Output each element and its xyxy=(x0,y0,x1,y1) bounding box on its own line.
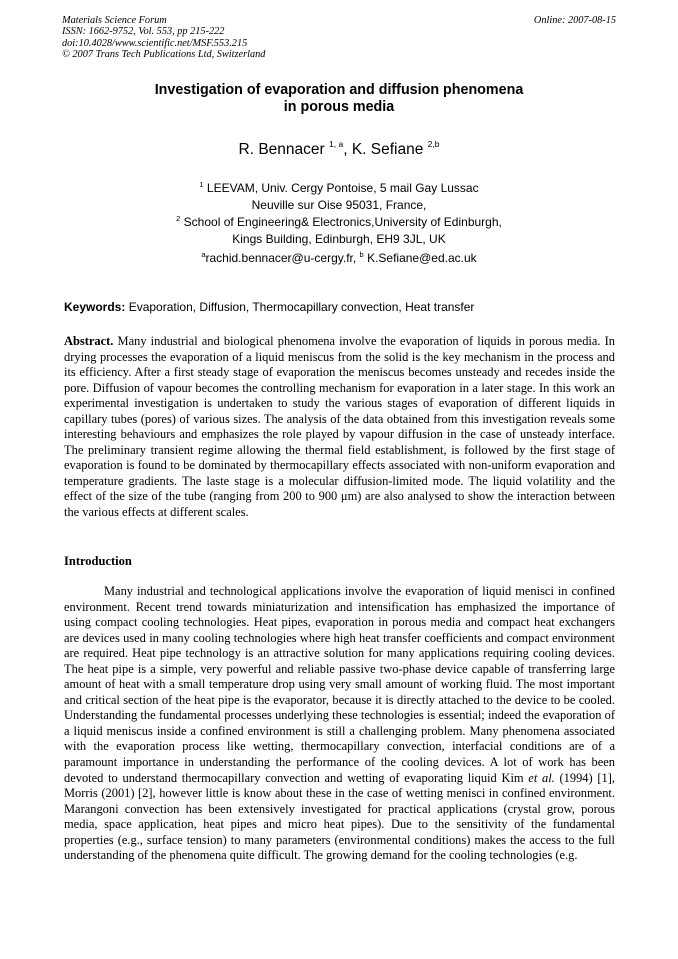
affiliation-2-line-2: Kings Building, Edinburgh, EH9 3JL, UK xyxy=(232,232,446,246)
journal-issn: ISSN: 1662-9752, Vol. 553, pp 215-222 xyxy=(62,26,225,38)
email-a: rachid.bennacer@u-cergy.fr, xyxy=(205,251,357,265)
abstract-text: Many industrial and biological phenomena involve the evaporation of liquids in porous media. In drying processes the evaporation of a liquid meniscus from the solid is the key mechanism in the process and its efficiency. After a first steady stage of evaporation the meniscus becomes unsteady and recedes inside the pore. Diffusion of vapour becomes the controlling mechanism for evaporation in a later stage. In this work an experimental investigation is undertaken to study the various stages of evaporation of different liquids in capillary tubes (pores) of various sizes. The analysis of the data obtained from this investigation reveals some interesting behaviours and emphasizes the role played by vapour diffusion in the case of unsteady interface. The preliminary transient regime allowing the thermal field establishment, is followed by the first stage of evaporation is found to be dominated by thermocapillary effects associated with non-uniform evaporation and temperature gradients. The laste stage is a molecular diffusion-limited mode. The liquid volatility and the effect of the size of the tube (ranging from 200 to 900 μm) are also analysed to show the interaction between the various effects at different scales. xyxy=(64,334,615,520)
journal-name: Materials Science Forum xyxy=(62,15,167,26)
abstract-label: Abstract. xyxy=(64,334,114,348)
author-2-marker: 2,b xyxy=(427,139,440,149)
affiliation-2-marker: 2 xyxy=(176,214,181,223)
author-emails xyxy=(62,250,616,267)
title-line-2: in porous media xyxy=(283,99,395,115)
keywords-label: Keywords: xyxy=(64,300,126,314)
email-b-marker: b xyxy=(359,250,364,259)
journal-header xyxy=(62,15,616,60)
citation-et-al: et al. xyxy=(528,770,555,785)
online-date: Online: 2007-08-15 xyxy=(533,15,616,26)
keywords xyxy=(64,300,616,315)
affiliations xyxy=(62,180,616,267)
journal-doi: doi:10.4028/www.scientific.net/MSF.553.215 xyxy=(62,37,248,49)
author-list xyxy=(62,140,616,160)
affiliation-1-line-1: $^1$ LEEVAM, Univ. Cergy Pontoise, 5 mail Gay Lussac xyxy=(199,180,479,195)
affiliation-1-marker: 1 xyxy=(199,180,204,189)
author-separator: , xyxy=(343,141,352,158)
affiliation-1-line-2: Neuville sur Oise 95031, France, xyxy=(251,198,427,212)
journal-copyright: © 2007 Trans Tech Publications Ltd, Switzerland xyxy=(62,48,266,60)
author-1: R. Bennacer xyxy=(238,141,325,158)
introduction-paragraph: Many industrial and technological applications involve the evaporation of liquid menisci in confined environment. Recent trend towards miniaturization and intensification has emphasized the importance of using compact cooling technologies. Heat pipes, evaporation in porous media and compact heat exchangers are devices used in many cooling technologies where high heat transfer coefficients and compact environment are required. Heat pipe technology is an attractive solution for many applications requiring cooling devices. The heat pipe is a simple, very powerful and reliable passive two-phase device capable of transferring large amount of heat with a small temperature drop using very small amount of working fluid. The most important and critical section of the heat pipe is the evaporator, because it is directly attached to the device to be cooled. Understanding the fundamental processes underlying these technologies is essential; indeed the evaporation of a liquid meniscus inside a confined environment is still a challenging problem. Many phenomena associated with the evaporation process like wetting, thermocapillary convection, interfacial conditions are of a paramount importance in understanding the performance of the cooling devices. A lot of work has been devoted to understand thermocapillary convection and wetting of evaporating liquid Kim et al. (1994) [1], Morris (2001) [2], however little is know about these in the case of wetting menisci in confined environment. Marangoni convection has been extensively investigated for practical applications (crystal grow, porous media, space application, heat pipes and micro heat pipes). Due to the sensitivity of the fundamental properties (e.g., surface tension) to many parameters (environmental conditions) makes the access to the full understanding of the phenomena quite difficult. The growing demand for the cooling technologies (e.g. xyxy=(64,584,615,863)
section-heading-introduction: Introduction xyxy=(64,554,132,568)
abstract xyxy=(64,334,615,521)
author-2: K. Sefiane xyxy=(351,141,424,158)
author-1-marker: 1, a xyxy=(329,139,344,149)
affiliation-2-line-1: $^2$ School of Engineering& Electronics,University of Edinburgh, xyxy=(176,214,502,229)
title-line-1: Investigation of evaporation and diffusion phenomena xyxy=(154,82,524,98)
keywords-text: Evaporation, Diffusion, Thermocapillary convection, Heat transfer xyxy=(128,300,475,314)
paper-title xyxy=(62,82,616,116)
email-b: K.Sefiane@ed.ac.uk xyxy=(367,251,477,265)
email-a-marker: a xyxy=(201,250,206,259)
